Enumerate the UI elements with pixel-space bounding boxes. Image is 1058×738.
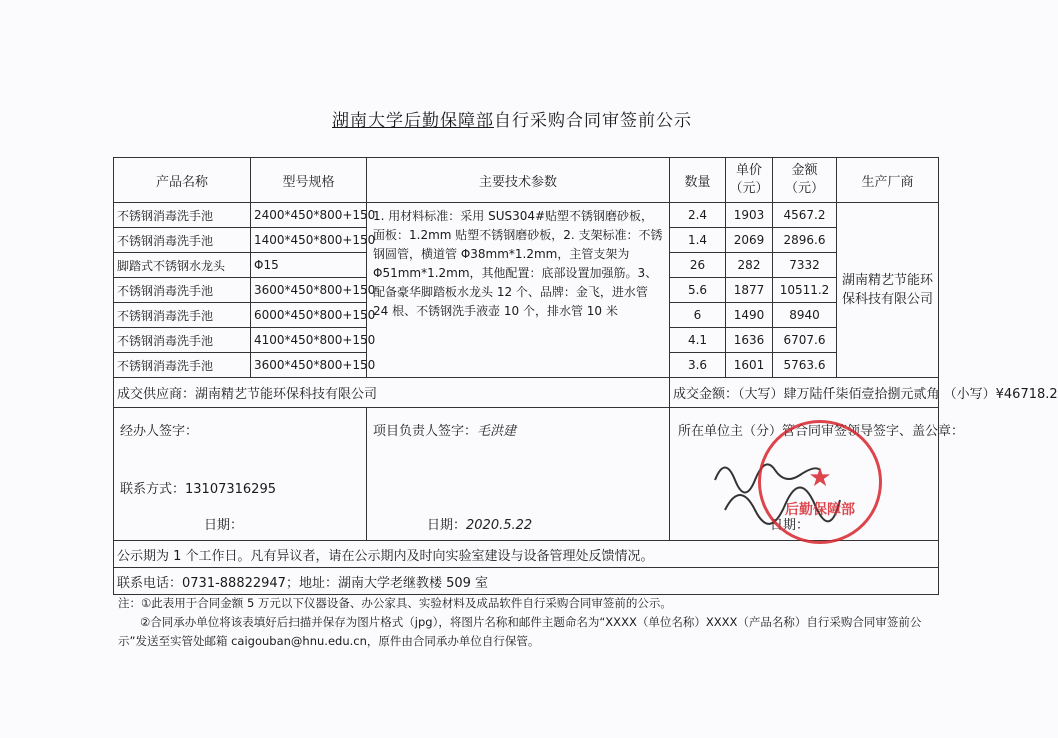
handler-label: 经办人签字： bbox=[120, 424, 199, 439]
cell-price: 1903 bbox=[726, 203, 773, 228]
contact-row bbox=[114, 568, 939, 595]
table-header-row bbox=[114, 158, 939, 203]
header-maker: 生产厂商 bbox=[837, 158, 939, 203]
cell-amount: 2896.6 bbox=[773, 228, 837, 253]
project-lead-date: 2020.5.22 bbox=[466, 518, 533, 533]
header-amount: 金额 （元） bbox=[773, 158, 837, 203]
cell-qty: 3.6 bbox=[670, 353, 726, 378]
notice: 公示期为 1 个工作日。凡有异议者，请在公示期内及时向实验室建设与设备管理处反馈情况。 bbox=[114, 541, 939, 568]
project-lead-signature-cell bbox=[367, 408, 670, 541]
handler-signature-cell bbox=[114, 408, 367, 541]
star-icon: ★ bbox=[808, 463, 832, 493]
header-params: 主要技术参数 bbox=[367, 158, 670, 203]
official-seal bbox=[758, 420, 882, 544]
header-qty: 数量 bbox=[670, 158, 726, 203]
cell-price: 1636 bbox=[726, 328, 773, 353]
cell-qty: 6 bbox=[670, 303, 726, 328]
cell-amount: 8940 bbox=[773, 303, 837, 328]
cell-name: 不锈钢消毒洗手池 bbox=[114, 203, 251, 228]
note-1: 注：①此表用于合同金额 5 万元以下仪器设备、办公家具、实验材料及成品软件自行采购合同审签前的公示。 bbox=[118, 596, 672, 610]
notice-row bbox=[114, 541, 939, 568]
deal-amount: 成交金额：（大写）肆万陆仟柒佰壹拾捌元贰角 （小写）¥46718.2 bbox=[670, 378, 939, 408]
header-model: 型号规格 bbox=[251, 158, 367, 203]
cell-maker: 湖南精艺节能环保科技有限公司 bbox=[837, 203, 939, 378]
cell-model: 3600*450*800+150 bbox=[251, 278, 367, 303]
cell-name: 不锈钢消毒洗手池 bbox=[114, 228, 251, 253]
title-underlined: 湖南大学后勤保障部 bbox=[332, 111, 494, 131]
notes bbox=[118, 594, 938, 651]
cell-price: 1490 bbox=[726, 303, 773, 328]
title-rest: 自行采购合同审签前公示 bbox=[494, 111, 692, 131]
cell-name: 不锈钢消毒洗手池 bbox=[114, 303, 251, 328]
cell-price: 1877 bbox=[726, 278, 773, 303]
cell-params: 1. 用材料标准：采用 SUS304#贴塑不锈钢磨砂板， 面板：1.2mm 贴塑不锈钢磨砂板，2. 支架标准：不锈钢圆管，横道管 Φ38mm*1.2mm，主管支架为 Φ51mm*1.2mm，其他配置：底部设置加强筋。3、配备豪华脚踏板水龙头 12 个、品牌：金飞，进水管 24 根、不锈钢洗手液壶 10 个，排水管 10 米 bbox=[367, 203, 670, 378]
project-lead-signature: 毛洪建 bbox=[477, 424, 517, 439]
cell-model: 3600*450*800+150 bbox=[251, 353, 367, 378]
page-title bbox=[0, 106, 1024, 131]
supplier-row bbox=[114, 378, 939, 408]
cell-name: 脚踏式不锈钢水龙头 bbox=[114, 253, 251, 278]
unit-head-date-label: 日期： bbox=[770, 518, 810, 533]
handler-contact: 联系方式：13107316295 bbox=[120, 482, 276, 497]
cell-price: 282 bbox=[726, 253, 773, 278]
handler-date-label: 日期： bbox=[204, 518, 244, 533]
table-row bbox=[114, 203, 939, 228]
cell-amount: 6707.6 bbox=[773, 328, 837, 353]
unit-head-label: 所在单位主（分）管合同审签领导签字、盖公章： bbox=[678, 424, 965, 439]
cell-model: 4100*450*800+150 bbox=[251, 328, 367, 353]
seal-text: 后勤保障部 bbox=[785, 502, 855, 518]
note-2: ②合同承办单位将该表填好后扫描并保存为图片格式（jpg），将图片名称和邮件主题命名为“XXXX（单位名称）XXXX（产品名称）自行采购合同审签前公示”发送至实管处邮箱 caigouban@hnu.edu.cn，原件由合同承办单位自行保管。 bbox=[118, 615, 922, 648]
cell-price: 2069 bbox=[726, 228, 773, 253]
cell-model: 6000*450*800+150 bbox=[251, 303, 367, 328]
cell-amount: 7332 bbox=[773, 253, 837, 278]
cell-qty: 2.4 bbox=[670, 203, 726, 228]
cell-name: 不锈钢消毒洗手池 bbox=[114, 328, 251, 353]
project-lead-date-label: 日期： bbox=[427, 518, 467, 533]
cell-qty: 1.4 bbox=[670, 228, 726, 253]
header-unit-price: 单价 （元） bbox=[726, 158, 773, 203]
cell-amount: 4567.2 bbox=[773, 203, 837, 228]
cell-qty: 4.1 bbox=[670, 328, 726, 353]
cell-qty: 5.6 bbox=[670, 278, 726, 303]
cell-qty: 26 bbox=[670, 253, 726, 278]
cell-name: 不锈钢消毒洗手池 bbox=[114, 278, 251, 303]
header-name: 产品名称 bbox=[114, 158, 251, 203]
cell-amount: 5763.6 bbox=[773, 353, 837, 378]
cell-model: Φ15 bbox=[251, 253, 367, 278]
project-lead-label: 项目负责人签字： bbox=[373, 424, 478, 439]
cell-amount: 10511.2 bbox=[773, 278, 837, 303]
cell-price: 1601 bbox=[726, 353, 773, 378]
cell-model: 2400*450*800+150 bbox=[251, 203, 367, 228]
cell-name: 不锈钢消毒洗手池 bbox=[114, 353, 251, 378]
cell-model: 1400*450*800+150 bbox=[251, 228, 367, 253]
contact-line: 联系电话：0731-88822947；地址：湖南大学老继教楼 509 室 bbox=[114, 568, 939, 595]
supplier: 成交供应商：湖南精艺节能环保科技有限公司 bbox=[114, 378, 670, 408]
